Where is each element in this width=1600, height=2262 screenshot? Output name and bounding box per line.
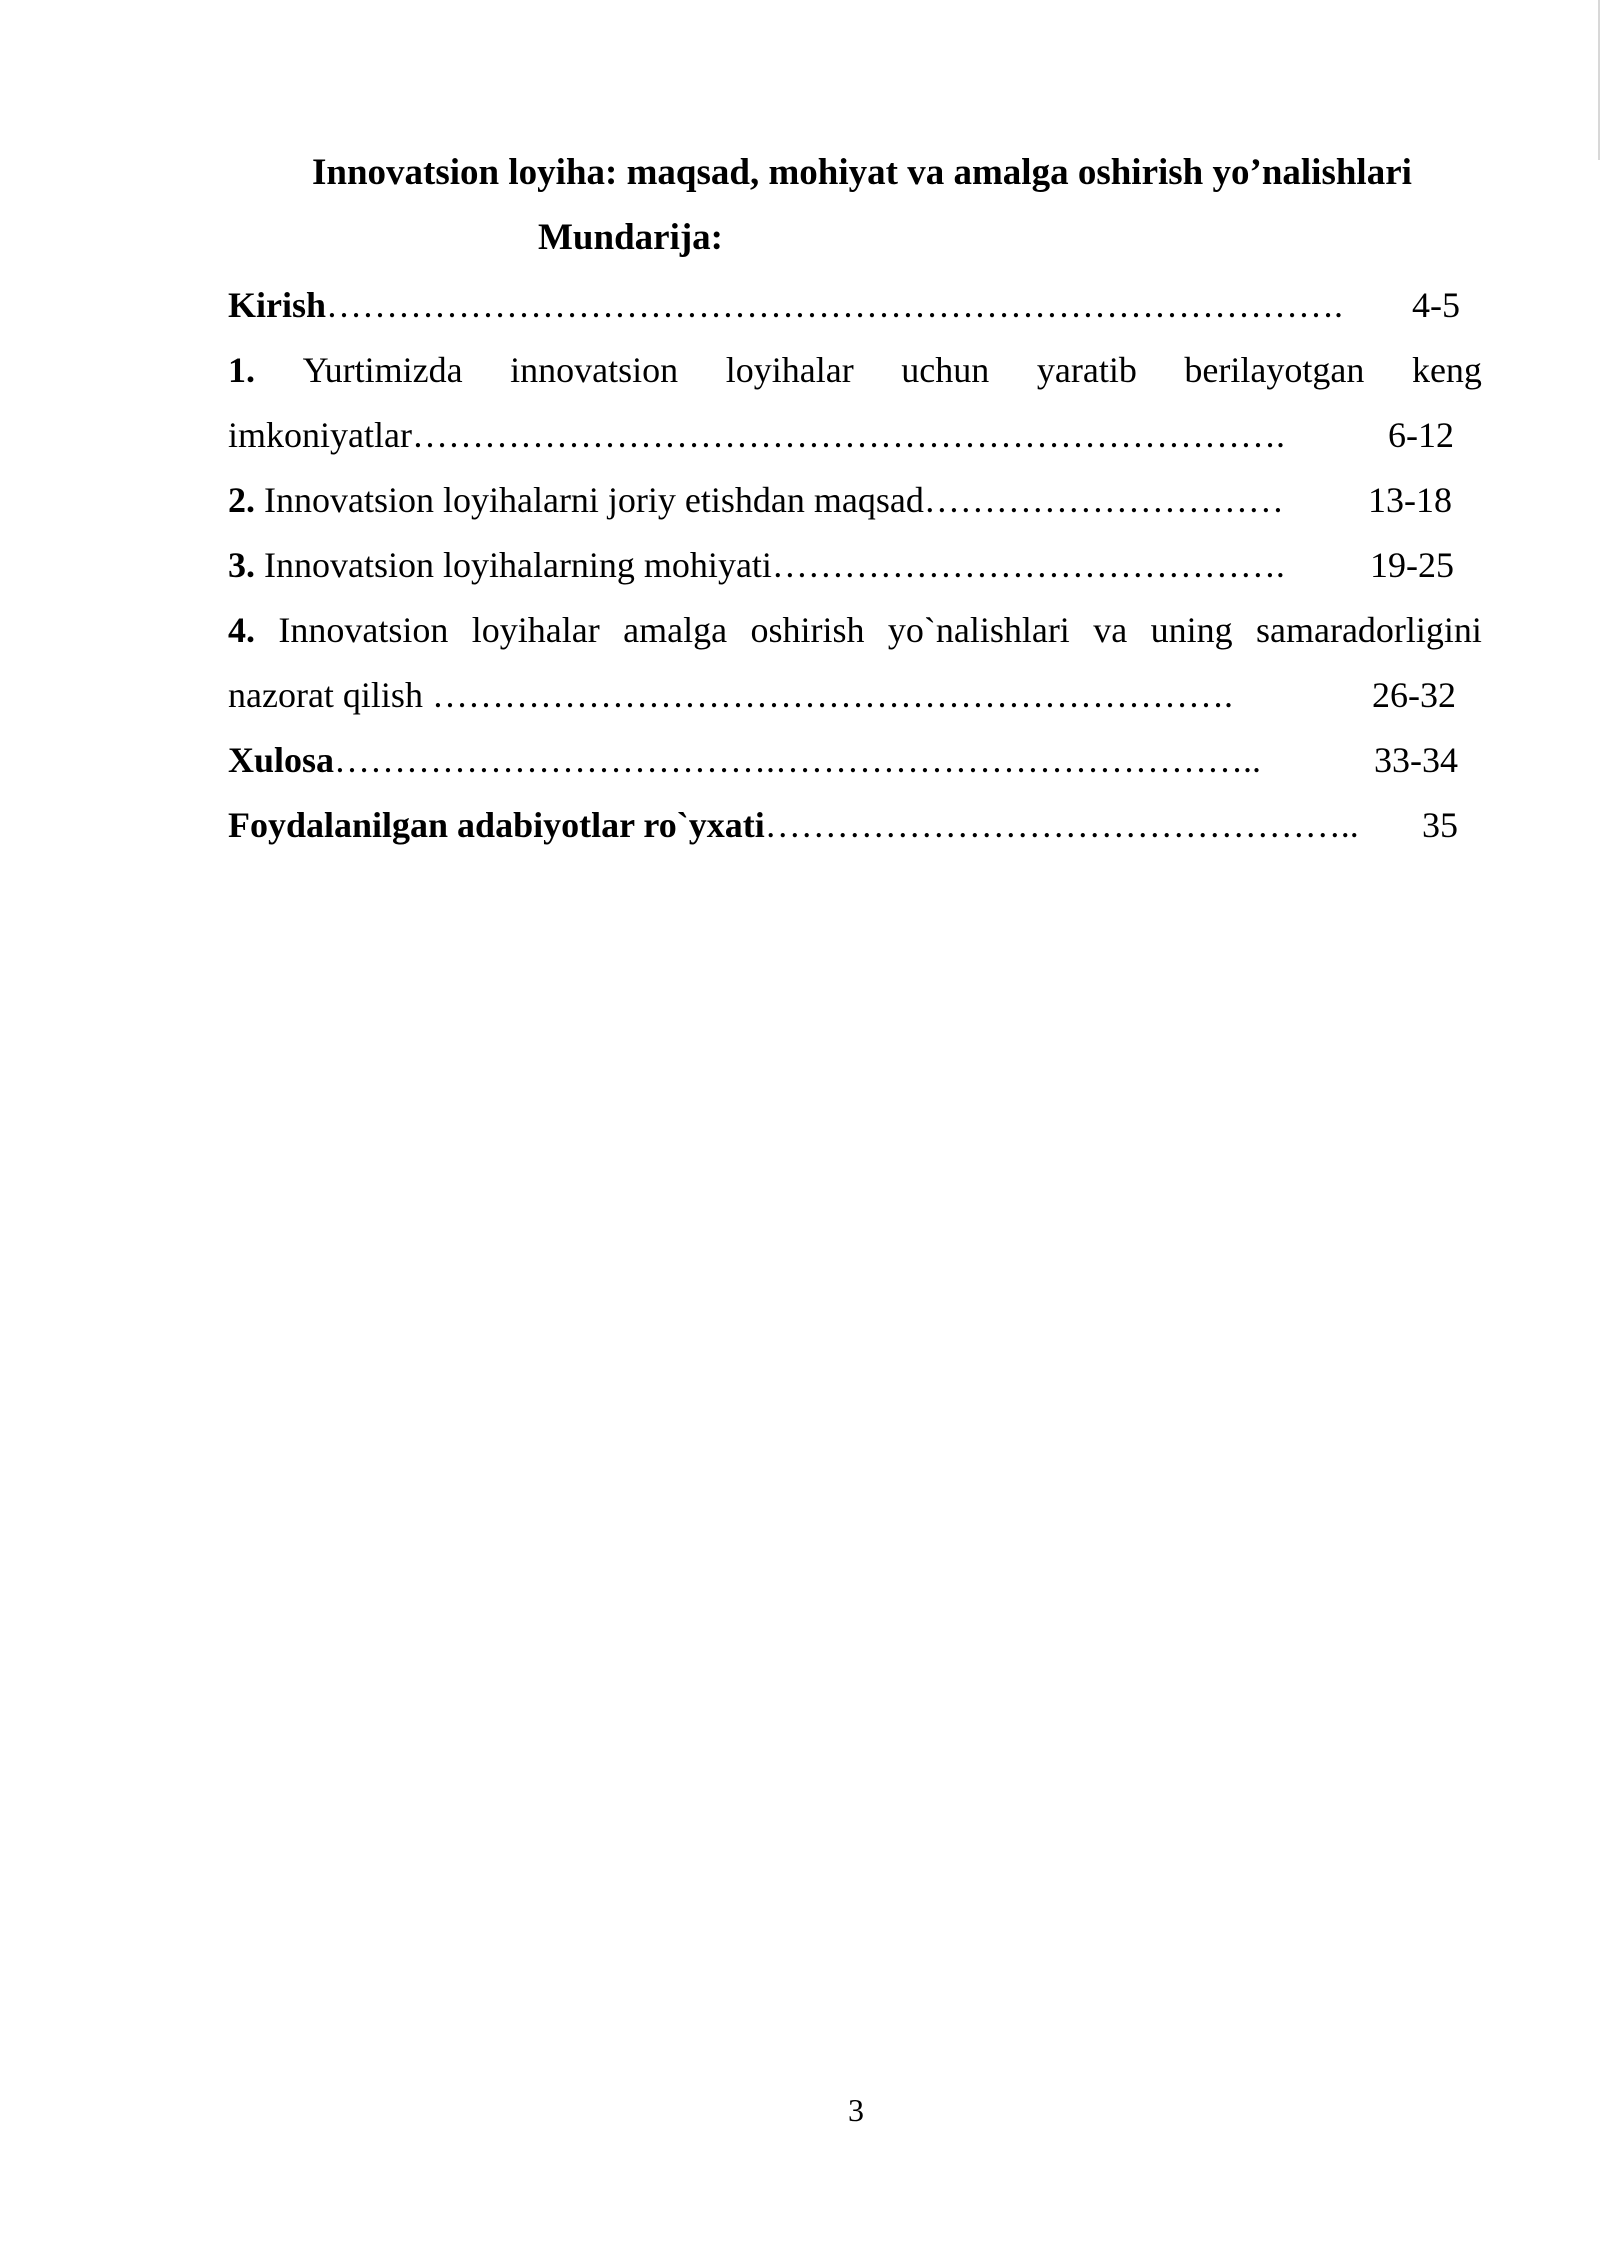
- toc-word: Yurtimizda: [302, 350, 463, 390]
- toc-word: loyihalar: [725, 350, 854, 390]
- toc-word: va: [1093, 610, 1128, 650]
- toc-page-ref: 13-18: [1368, 480, 1452, 520]
- toc-word: loyihalar: [471, 610, 600, 650]
- toc-entry-number: 2.: [228, 480, 255, 520]
- toc-entry-label: Foydalanilgan adabiyotlar ro`yxati: [228, 805, 765, 845]
- toc-page-ref: 4-5: [1412, 285, 1460, 325]
- toc-page-ref: 33-34: [1374, 740, 1458, 780]
- toc-leader-dots: ………………………………………………………….: [422, 675, 1233, 715]
- toc-entry-3[interactable]: [228, 542, 1285, 588]
- toc-leader-dots: ……………………………….…………………………………..: [334, 740, 1262, 780]
- toc-word: keng: [1411, 350, 1482, 390]
- toc-entry-label: Xulosa: [228, 740, 335, 780]
- toc-entry-references[interactable]: [228, 802, 1359, 848]
- toc-leader-dots: ………………………………………………………………………….: [326, 285, 1344, 325]
- toc-word: amalga: [623, 610, 728, 650]
- toc-leader-dots: ……………………………………………………………….: [411, 415, 1285, 455]
- toc-word: samaradorligini: [1255, 610, 1482, 650]
- toc-entry-label: Kirish: [228, 285, 327, 325]
- toc-word: yo`nalishlari: [887, 610, 1070, 650]
- document-title: Innovatsion loyiha: maqsad, mohiyat va amalga oshirish yo’nalishlari: [312, 152, 1412, 193]
- toc-leader-dots: …………………………………….: [771, 545, 1285, 585]
- toc-entry-text: Innovatsion loyihalarning mohiyati: [264, 545, 772, 585]
- toc-word: uchun: [901, 350, 990, 390]
- toc-entry-2[interactable]: [228, 477, 1284, 523]
- toc-page-ref: 6-12: [1388, 415, 1454, 455]
- toc-word: oshirish: [750, 610, 865, 650]
- toc-word: Innovatsion: [278, 610, 449, 650]
- toc-entry-xulosa[interactable]: [228, 737, 1261, 783]
- toc-entry-4-line-1[interactable]: [228, 607, 1482, 653]
- toc-entry-1-line-1[interactable]: [228, 347, 1482, 393]
- toc-entry-kirish[interactable]: [228, 282, 1343, 328]
- toc-leader-dots: …………………………………………..: [764, 805, 1359, 845]
- toc-heading: Mundarija:: [538, 217, 723, 258]
- toc-entry-text: Innovatsion loyihalarni joriy etishdan maqsad: [264, 480, 924, 520]
- toc-entry-number: 1.: [228, 350, 255, 390]
- toc-word: yaratib: [1036, 350, 1137, 390]
- toc-entry-text: nazorat qilish: [228, 675, 423, 715]
- toc-leader-dots: …………………………: [923, 480, 1284, 520]
- toc-entry-4-line-2[interactable]: [228, 672, 1233, 718]
- toc-entry-number: 4.: [228, 610, 255, 650]
- toc-entry-number: 3.: [228, 545, 255, 585]
- page-number: 3: [848, 2092, 864, 2128]
- toc-entry-text: imkoniyatlar: [228, 415, 412, 455]
- toc-page-ref: 19-25: [1370, 545, 1454, 585]
- toc-entry-1-line-2[interactable]: [228, 412, 1285, 458]
- toc-page-ref: 35: [1422, 805, 1458, 845]
- toc-word: berilayotgan: [1184, 350, 1365, 390]
- toc-page-ref: 26-32: [1372, 675, 1456, 715]
- toc-word: innovatsion: [510, 350, 679, 390]
- toc-word: uning: [1150, 610, 1233, 650]
